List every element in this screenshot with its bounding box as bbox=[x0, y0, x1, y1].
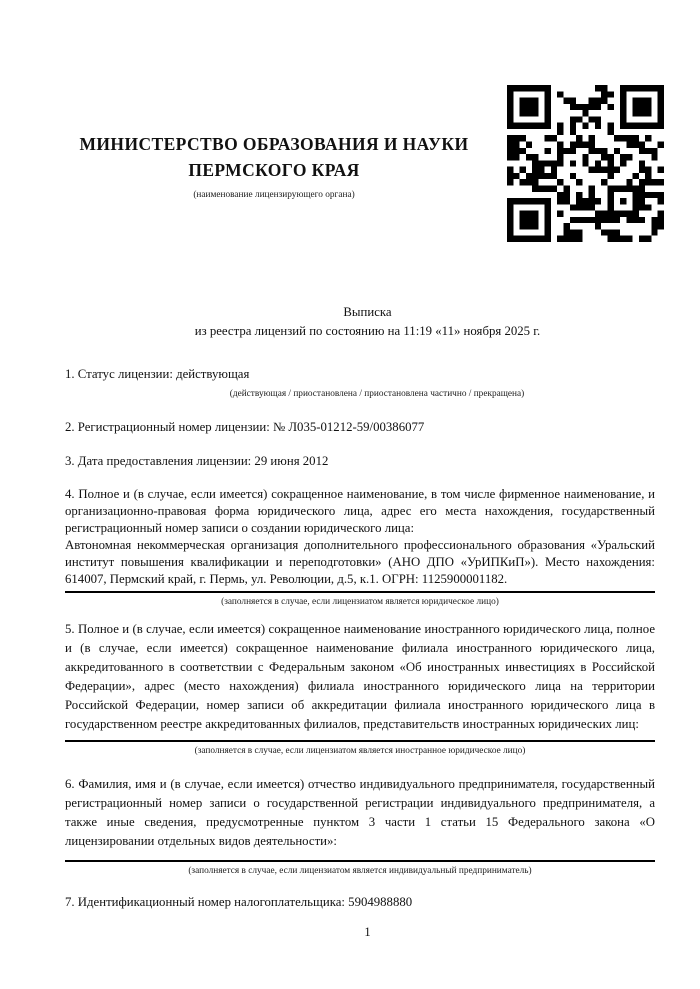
license-status-text: 1. Статус лицензии: действующая bbox=[65, 367, 250, 381]
fill-line-entrepreneur bbox=[65, 860, 655, 862]
foreign-entity-label: 5. Полное и (в случае, если имеется) сокращенное наименование иностранного юридического лица, полное и (в случае, если имеется) сокращенное наименование филиала иностранного юридического лица, аккредитованного в соответствии с Федеральным законом «Об иностранных инвестициях в Российской Федерации», адрес (место нахождения) филиала иностранного юридического лица на территории Российской Федерации, номер записи об аккредитации филиала иностранного юридического лица в государственном реестре аккредитованных филиалов, представительств иностранных юридических лиц: bbox=[65, 622, 655, 731]
ministry-name-caption: (наименование лицензирующего органа) bbox=[193, 190, 355, 200]
qr-code-icon bbox=[507, 85, 664, 242]
legal-entity-value: Автономная некоммерческая организация дополнительного профессионального образования «Уральский институт повышения квалификации и переподготовки» (АНО ДПО «УрИПКиП»). Место нахождения: 614007, Пермский край, г. Пермь, ул. Революции, д.5, к.1. ОГРН: 1125900001182. bbox=[65, 538, 655, 586]
item-grant-date bbox=[65, 452, 655, 471]
extract-subtitle: из реестра лицензий по состоянию на 11:19 «11» ноября 2025 г. bbox=[194, 324, 541, 338]
taxpayer-id-text: 7. Идентификационный номер налогоплательщика: 5904988880 bbox=[65, 895, 413, 909]
ministry-name-line1: МИНИСТЕРСТВО ОБРАЗОВАНИЯ И НАУКИ bbox=[79, 134, 469, 154]
item-legal-entity bbox=[65, 486, 655, 608]
registration-number-text: 2. Регистрационный номер лицензии: № Л035-01212-59/00386077 bbox=[65, 420, 425, 434]
legal-entity-caption: (заполняется в случае, если лицензиатом является юридическое лицо) bbox=[221, 597, 499, 607]
extract-title-block bbox=[65, 303, 670, 341]
page-number: 1 bbox=[364, 925, 371, 939]
fill-line-foreign-entity bbox=[65, 740, 655, 742]
licensing-authority-block bbox=[58, 131, 490, 201]
ministry-name-line2: ПЕРМСКОГО КРАЯ bbox=[188, 160, 360, 180]
grant-date-text: 3. Дата предоставления лицензии: 29 июня 2012 bbox=[65, 454, 329, 468]
item-registration-number bbox=[65, 418, 655, 437]
entrepreneur-caption: (заполняется в случае, если лицензиатом является индивидуальный предприниматель) bbox=[188, 866, 532, 876]
item-foreign-entity bbox=[65, 620, 655, 757]
entrepreneur-label: 6. Фамилия, имя и (в случае, если имеется) отчество индивидуального предпринимателя, государственный регистрационный номер записи о государственной регистрации индивидуального предпринимателя, а также иные сведения, предусмотренные пунктом 3 части 1 статьи 15 Федерального закона «О лицензировании отдельных видов деятельности»: bbox=[65, 777, 655, 848]
legal-entity-label: 4. Полное и (в случае, если имеется) сокращенное наименование, в том числе фирменное наименование, и организационно-правовая форма юридического лица, адрес его места нахождения, государственный регистрационный номер записи о создании юридического лица: bbox=[65, 487, 655, 535]
license-status-options-caption: (действующая / приостановлена / приостановлена частично / прекращена) bbox=[229, 389, 525, 399]
item-taxpayer-id bbox=[65, 893, 655, 912]
extract-title: Выписка bbox=[343, 305, 392, 319]
item-license-status bbox=[65, 365, 655, 400]
foreign-entity-caption: (заполняется в случае, если лицензиатом является иностранное юридическое лицо) bbox=[194, 746, 526, 756]
fill-line-legal-entity bbox=[65, 591, 655, 593]
item-entrepreneur bbox=[65, 775, 655, 877]
